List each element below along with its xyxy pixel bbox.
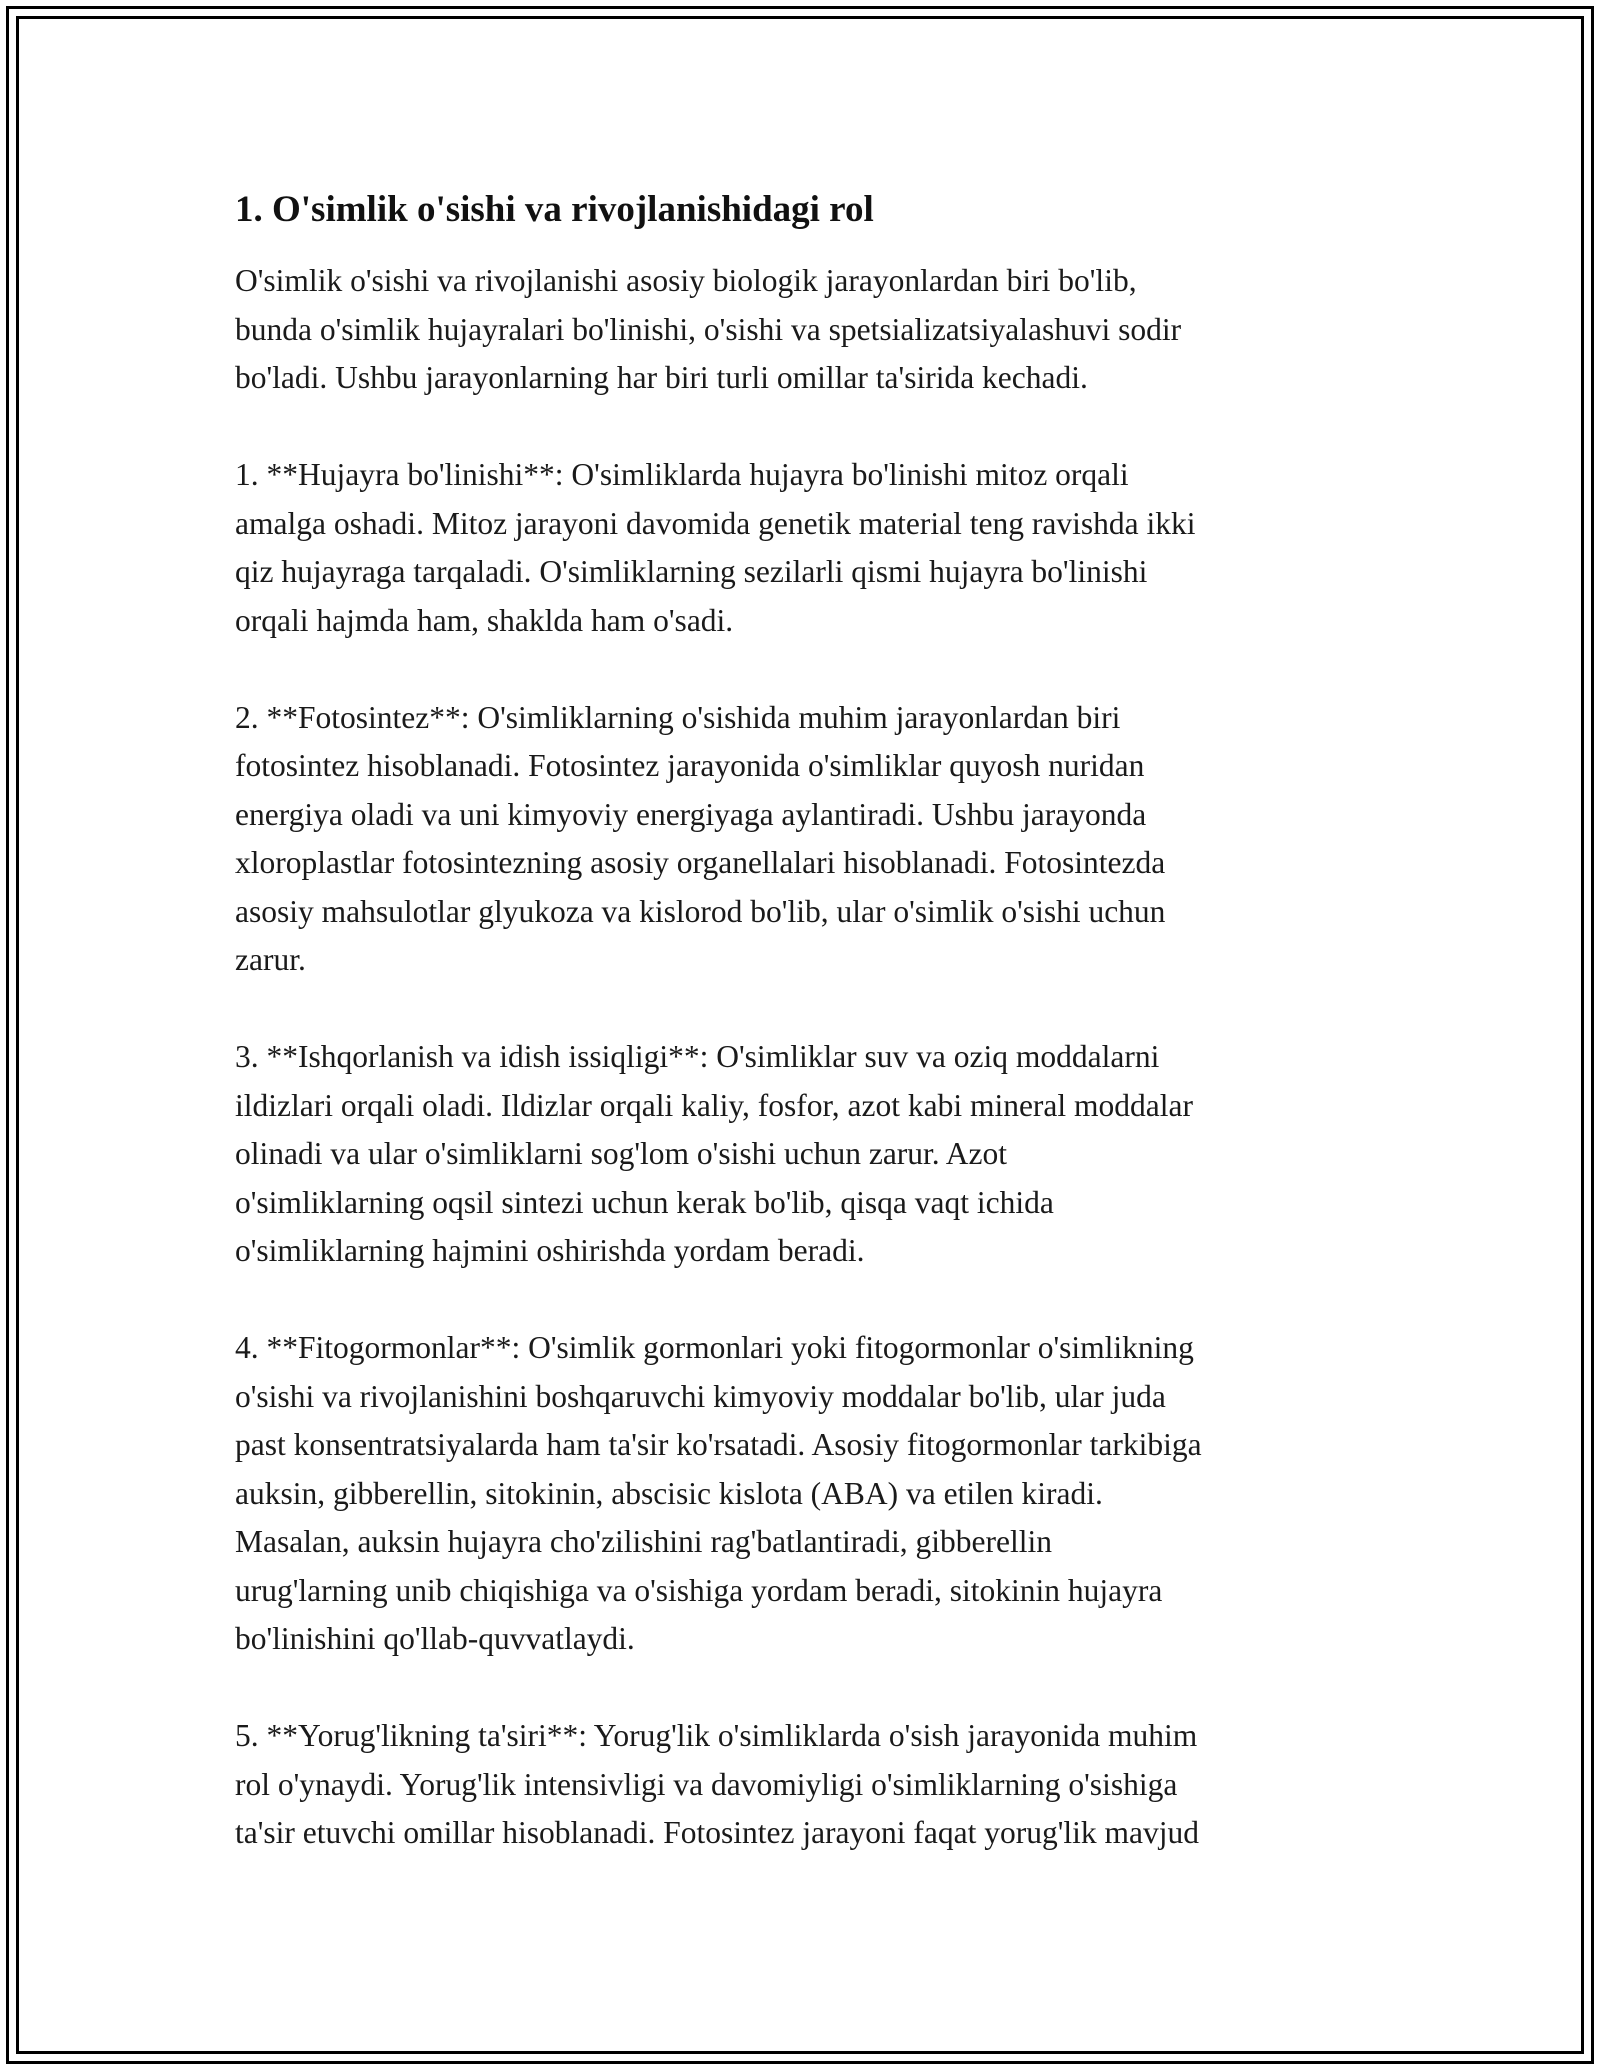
text-line: urug'larning unib chiqishiga va o'sishiga yordam beradi, sitokinin hujayra (235, 1572, 1163, 1608)
text-line: xloroplastlar fotosintezning asosiy organellalari hisoblanadi. Fotosintezda (235, 845, 1166, 880)
paragraph-intro (235, 257, 1365, 403)
text-line: o'sishi va rivojlanishini boshqaruvchi kimyoviy moddalar bo'lib, ular juda (235, 1378, 1166, 1414)
text-line: o'simliklarning hajmini oshirishda yordam beradi. (235, 1233, 865, 1268)
paragraph-item-3 (235, 1033, 1365, 1276)
text-line: rol o'ynaydi. Yorug'lik intensivligi va davomiyligi o'simliklarning o'sishiga (235, 1766, 1178, 1802)
text-line: 5. **Yorug'likning ta'siri**: Yorug'lik o'simliklarda o'sish jarayonida muhim (235, 1718, 1198, 1753)
text-line: asosiy mahsulotlar glyukoza va kislorod bo'lib, ular o'simlik o'sishi uchun (235, 893, 1166, 929)
section-heading: 1. O'simlik o'sishi va rivojlanishidagi rol (235, 189, 874, 230)
text-line: bo'linishini qo'llab-quvvatlaydi. (235, 1621, 635, 1656)
text-line: Masalan, auksin hujayra cho'zilishini rag'batlantiradi, gibberellin (235, 1524, 1052, 1559)
text-line: 1. **Hujayra bo'linishi**: O'simliklarda hujayra bo'linishi mitoz orqali (235, 457, 1129, 492)
text-line: past konsentratsiyalarda ham ta'sir ko'rsatadi. Asosiy fitogormonlar tarkibiga (235, 1427, 1202, 1462)
paragraph-item-1 (235, 451, 1365, 645)
text-line: 4. **Fitogormonlar**: O'simlik gormonlari yoki fitogormonlar o'simlikning (235, 1330, 1194, 1365)
text-line: orqali hajmda ham, shaklda ham o'sadi. (235, 602, 734, 638)
paragraph-item-4 (235, 1324, 1365, 1664)
text-line: qiz hujayraga tarqaladi. O'simliklarning sezilarli qismi hujayra bo'linishi (235, 554, 1148, 589)
text-line: bo'ladi. Ushbu jarayonlarning har biri turli omillar ta'sirida kechadi. (235, 360, 1088, 395)
text-line: fotosintez hisoblanadi. Fotosintez jarayonida o'simliklar quyosh nuridan (235, 748, 1145, 783)
text-line: 3. **Ishqorlanish va idish issiqligi**: O'simliklar suv va oziq moddalarni (235, 1039, 1160, 1074)
text-line: olinadi va ular o'simliklarni sog'lom o'sishi uchun zarur. Azot (235, 1136, 1008, 1171)
text-line: auksin, gibberellin, sitokinin, abscisic kislota (ABA) va etilen kiradi. (235, 1475, 1103, 1511)
text-line: ildizlari orqali oladi. Ildizlar orqali kaliy, fosfor, azot kabi mineral moddalar (235, 1087, 1193, 1123)
text-line: energiya oladi va uni kimyoviy energiyaga aylantiradi. Ushbu jarayonda (235, 796, 1147, 832)
text-line: amalga oshadi. Mitoz jarayoni davomida genetik material teng ravishda ikki (235, 505, 1196, 541)
document-body (235, 185, 1365, 1906)
paragraph-item-5 (235, 1712, 1365, 1858)
paragraph-item-2 (235, 694, 1365, 985)
text-line: O'simlik o'sishi va rivojlanishi asosiy biologik jarayonlardan biri bo'lib, (235, 263, 1137, 298)
text-line: 2. **Fotosintez**: O'simliklarning o'sishida muhim jarayonlardan biri (235, 699, 1121, 735)
text-line: o'simliklarning oqsil sintezi uchun kerak bo'lib, qisqa vaqt ichida (235, 1184, 1054, 1220)
text-line: zarur. (235, 942, 306, 977)
text-line: bunda o'simlik hujayralari bo'linishi, o'sishi va spetsializatsiyalashuvi sodir (235, 311, 1182, 347)
text-line: ta'sir etuvchi omillar hisoblanadi. Fotosintez jarayoni faqat yorug'lik mavjud (235, 1815, 1200, 1850)
